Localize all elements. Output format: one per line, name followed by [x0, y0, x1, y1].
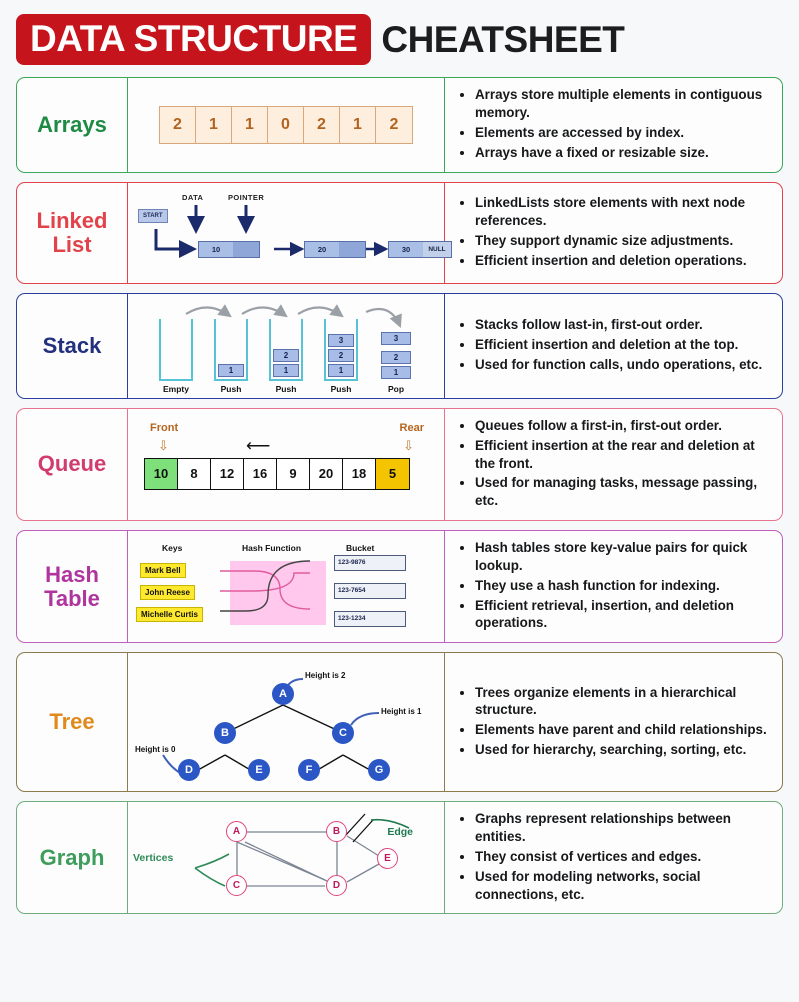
queue-rear-label: Rear — [399, 421, 424, 434]
section-description-graph — [445, 802, 782, 913]
hash-bucket: 123-7654 — [334, 583, 406, 599]
array-cell: 2 — [160, 107, 196, 143]
hash-key: Mark Bell — [140, 563, 186, 578]
array-strip — [159, 106, 413, 144]
array-cell: 1 — [340, 107, 376, 143]
stack-item: 2 — [381, 351, 411, 364]
queue-cell: 8 — [178, 459, 211, 489]
queue-front-label: Front — [150, 421, 179, 434]
stack-item: 3 — [328, 334, 354, 347]
bullet: • Elements have parent and child relationships. — [475, 721, 772, 739]
queue-rear-arrow-icon: ⇩ — [403, 437, 414, 453]
stack-item: 1 — [218, 364, 244, 377]
bullet: • Used for function calls, undo operations, etc. — [475, 356, 762, 374]
array-cell: 2 — [304, 107, 340, 143]
stack-caption: Push — [220, 384, 242, 394]
hash-bucket: 123-9876 — [334, 555, 406, 571]
bullet: • They consist of vertices and edges. — [475, 848, 772, 866]
stack-caption: Empty — [163, 384, 189, 394]
stack-caption: Pop — [387, 384, 405, 394]
bullet: • Efficient insertion and deletion at the top. — [475, 336, 762, 354]
stack-item: 1 — [381, 366, 411, 379]
queue-cell: 18 — [343, 459, 376, 489]
title-badge: DATA STRUCTURE — [16, 14, 371, 65]
linked-list-node-value: 10 — [199, 242, 233, 257]
graph-node: C — [226, 875, 247, 896]
section-label-graph: Graph — [39, 844, 105, 870]
section-description-queue — [445, 409, 782, 520]
graph-node: E — [377, 848, 398, 869]
queue-cell: 9 — [277, 459, 310, 489]
graph-vertices-label: Vertices — [133, 851, 174, 864]
graph-edge-label: Edge — [387, 825, 413, 838]
bullet: • LinkedLists store elements with next node references. — [475, 194, 772, 230]
array-diagram — [127, 78, 445, 172]
bullet: • Graphs represent relationships between entities. — [475, 810, 772, 846]
stack-column — [209, 319, 253, 394]
graph-node: A — [226, 821, 247, 842]
array-cell: 1 — [196, 107, 232, 143]
linked-list-arrows-svg — [136, 187, 436, 279]
section-description-stack — [445, 294, 782, 398]
bullet: • Used for hierarchy, searching, sorting, etc. — [475, 741, 772, 759]
tree-node: D — [178, 759, 200, 781]
hash-key: John Reese — [140, 585, 195, 600]
section-label-tree: Tree — [49, 709, 95, 735]
queue-direction-arrow-icon: ⟵ — [246, 435, 271, 455]
stack-item-popped: 3 — [381, 332, 411, 345]
stack-glass — [269, 319, 303, 381]
stack-glass — [324, 319, 358, 381]
section-linked-list — [16, 182, 783, 284]
section-description-tree — [445, 653, 782, 791]
stack-item: 1 — [328, 364, 354, 377]
hash-bucket: 123-1234 — [334, 611, 406, 627]
tree-annotation-height-2: Height is 2 — [305, 671, 346, 681]
linked-list-node-pointer — [339, 242, 365, 257]
section-label-stack: Stack — [42, 332, 102, 358]
bullet: • Arrays have a fixed or resizable size. — [475, 144, 772, 162]
queue-cell-rear: 5 — [376, 459, 409, 489]
stack-column — [154, 319, 198, 394]
linked-list-null: NULL — [423, 242, 451, 257]
tree-node: E — [248, 759, 270, 781]
bullet: • Elements are accessed by index. — [475, 124, 772, 142]
section-queue — [16, 408, 783, 521]
linked-list-node — [304, 241, 366, 258]
tree-node: C — [332, 722, 354, 744]
section-stack — [16, 293, 783, 399]
bullet: • Used for managing tasks, message passing, etc. — [475, 474, 772, 510]
section-label-hash-table: Hash Table — [44, 561, 100, 611]
hash-function-title: Hash Function — [242, 542, 302, 553]
graph-node: D — [326, 875, 347, 896]
stack-item: 2 — [328, 349, 354, 362]
stack-glass — [214, 319, 248, 381]
bullet: • They use a hash function for indexing. — [475, 577, 772, 595]
tree-diagram — [127, 653, 445, 791]
stack-caption: Push — [275, 384, 297, 394]
tree-node: G — [368, 759, 390, 781]
stack-column — [374, 319, 418, 394]
hash-key: Michelle Curtis — [136, 607, 203, 622]
stack-item: 1 — [273, 364, 299, 377]
queue-cell: 16 — [244, 459, 277, 489]
stack-column — [264, 319, 308, 394]
tree-node: F — [298, 759, 320, 781]
queue-diagram — [127, 409, 445, 520]
bullet: • Efficient insertion and deletion operations. — [475, 252, 772, 270]
page-title: CHEATSHEET — [381, 19, 625, 60]
section-description-hash-table — [445, 531, 782, 642]
queue-strip — [144, 458, 410, 490]
section-hash-table — [16, 530, 783, 643]
page-header — [16, 14, 783, 65]
hash-keys-title: Keys — [162, 542, 183, 553]
section-description-arrays — [445, 78, 782, 172]
bullet: • Efficient insertion at the rear and deletion at the front. — [475, 437, 772, 473]
stack-item: 2 — [273, 349, 299, 362]
hash-bucket-title: Bucket — [346, 542, 375, 553]
tree-annotation-height-1: Height is 1 — [381, 707, 422, 717]
graph-node: B — [326, 821, 347, 842]
section-graph — [16, 801, 783, 914]
tree-node: A — [272, 683, 294, 705]
tree-annotation-height-0: Height is 0 — [135, 745, 176, 755]
stack-glass — [159, 319, 193, 381]
section-description-linked-list — [445, 183, 782, 283]
stack-caption: Push — [330, 384, 352, 394]
bullet: • Used for modeling networks, social connections, etc. — [475, 868, 772, 904]
queue-front-arrow-icon: ⇩ — [158, 437, 169, 453]
queue-cell-front: 10 — [145, 459, 178, 489]
linked-list-node-pointer — [233, 242, 259, 257]
bullet: • Trees organize elements in a hierarchical structure. — [475, 684, 772, 720]
array-cell: 1 — [232, 107, 268, 143]
stack-glass — [379, 319, 413, 381]
linked-list-node-value: 30 — [389, 242, 423, 257]
bullet: • Arrays store multiple elements in contiguous memory. — [475, 86, 772, 122]
bullet: • Efficient retrieval, insertion, and deletion operations. — [475, 597, 772, 633]
queue-cell: 12 — [211, 459, 244, 489]
bullet: • They support dynamic size adjustments. — [475, 232, 772, 250]
linked-list-node-value: 20 — [305, 242, 339, 257]
bullet: • Queues follow a first-in, first-out order. — [475, 417, 772, 435]
graph-diagram — [127, 802, 445, 913]
section-label-linked-list: Linked List — [36, 207, 108, 257]
array-cell: 0 — [268, 107, 304, 143]
bullet: • Hash tables store key-value pairs for quick lookup. — [475, 539, 772, 575]
section-label-arrays: Arrays — [37, 111, 107, 137]
section-arrays — [16, 77, 783, 173]
linked-list-node — [198, 241, 260, 258]
section-label-queue: Queue — [37, 451, 107, 477]
linked-list-data-label: DATA — [182, 193, 204, 202]
tree-node: B — [214, 722, 236, 744]
linked-list-start-badge: START — [138, 209, 168, 223]
linked-list-pointer-label: POINTER — [228, 193, 265, 202]
array-cell: 2 — [376, 107, 412, 143]
linked-list-node — [388, 241, 452, 258]
queue-cell: 20 — [310, 459, 343, 489]
stack-column — [319, 319, 363, 394]
hash-table-diagram — [127, 531, 445, 642]
stack-diagram — [127, 294, 445, 398]
section-tree — [16, 652, 783, 792]
linked-list-diagram — [127, 183, 445, 283]
bullet: • Stacks follow last-in, first-out order. — [475, 316, 762, 334]
